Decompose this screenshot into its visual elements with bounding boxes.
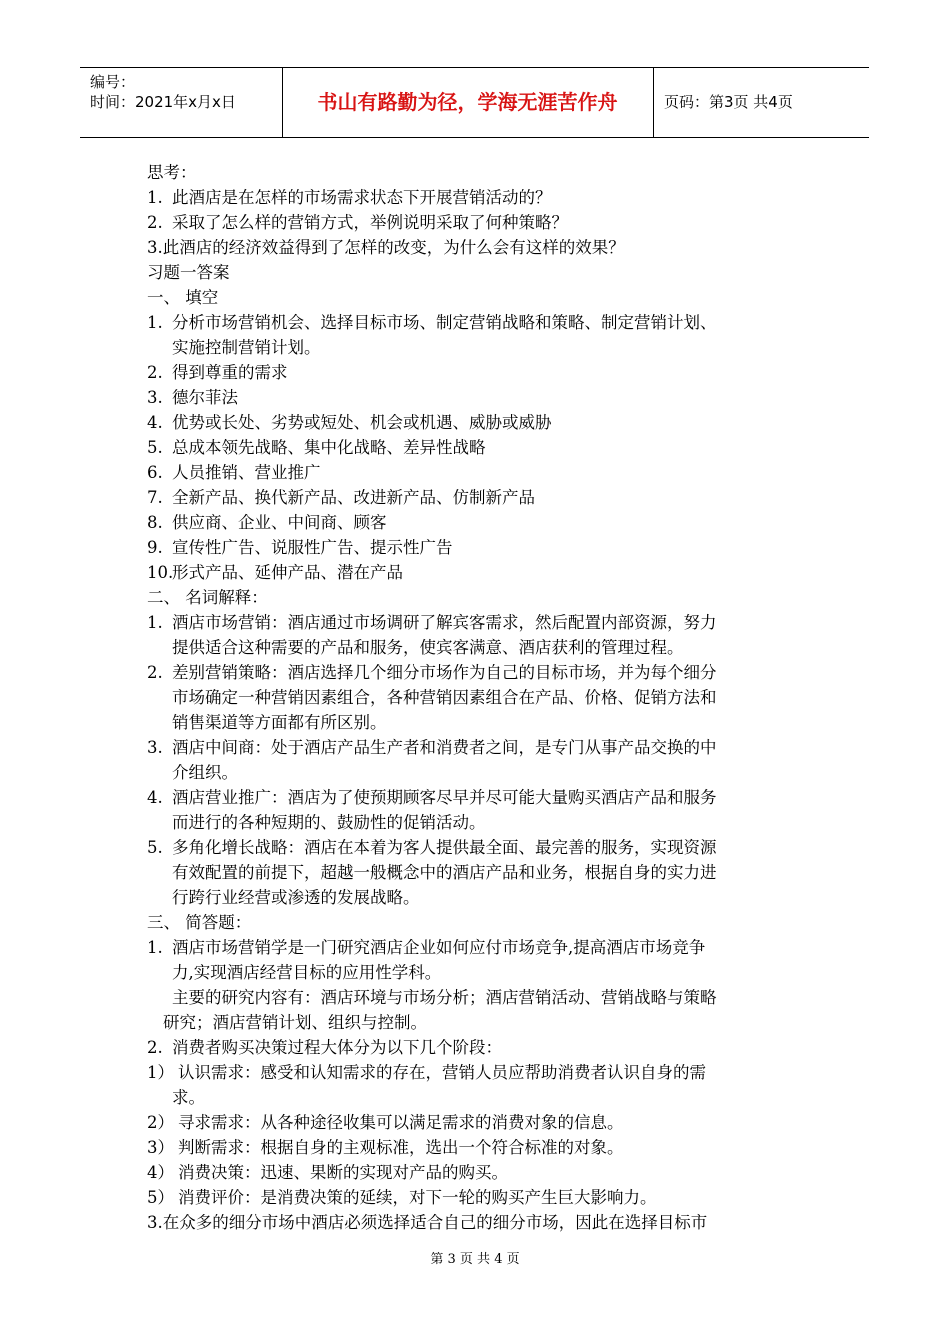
date-label: 时间：2021年x月x日: [90, 93, 236, 111]
fill-answer-10: 形式产品、延伸产品、潜在产品: [172, 563, 403, 582]
section-heading-short: 三、 简答题：: [147, 913, 252, 932]
stage-number: 1）: [147, 1063, 174, 1082]
list-number: 5.: [147, 438, 163, 457]
term-definition-5-cont: 有效配置的前提下，超越一般概念中的酒店产品和业务，根据自身的实力进: [172, 863, 717, 882]
short-answer-2: 消费者购买决策过程大体分为以下几个阶段：: [172, 1038, 502, 1057]
term-definition-2: 差别营销策略：酒店选择几个细分市场作为自己的目标市场，并为每个细分: [172, 663, 717, 682]
header-page-info: 页码：第3页 共4页: [664, 93, 793, 111]
section-heading-terms: 二、 名词解释：: [147, 588, 268, 607]
list-number: 5.: [147, 838, 163, 857]
fill-answer-6: 人员推销、营业推广: [172, 463, 321, 482]
fill-answer-8: 供应商、企业、中间商、顾客: [172, 513, 387, 532]
list-number: 9.: [147, 538, 163, 557]
list-number: 3.: [147, 738, 163, 757]
list-number: 1.: [147, 938, 163, 957]
fill-answer-9: 宣传性广告、说服性广告、提示性广告: [172, 538, 453, 557]
fill-answer-1: 分析市场营销机会、选择目标市场、制定营销战略和策略、制定营销计划、: [172, 313, 717, 332]
stage-text-1-cont: 求。: [172, 1088, 205, 1107]
think-question-2: 采取了怎么样的营销方式，举例说明采取了何种策略？: [172, 213, 568, 232]
short-answer-1-extra: 主要的研究内容有：酒店环境与市场分析；酒店营销活动、营销战略与策略: [172, 988, 717, 1007]
term-definition-2-cont: 销售渠道等方面都有所区别。: [172, 713, 387, 732]
list-number: 10.: [147, 563, 174, 582]
term-definition-4-cont: 而进行的各种短期的、鼓励性的促销活动。: [172, 813, 486, 832]
list-number: 2.: [147, 663, 163, 682]
list-number: 6.: [147, 463, 163, 482]
stage-text-3: 判断需求：根据自身的主观标准，选出一个符合标准的对象。: [178, 1138, 624, 1157]
fill-answer-5: 总成本领先战略、集中化战略、差异性战略: [172, 438, 486, 457]
list-number: 4.: [147, 788, 163, 807]
short-answer-1-cont: 力,实现酒店经营目标的应用性学科。: [172, 963, 442, 982]
list-number: 8.: [147, 513, 163, 532]
stage-text-2: 寻求需求：从各种途径收集可以满足需求的消费对象的信息。: [178, 1113, 624, 1132]
answers-title: 习题一答案: [147, 263, 230, 282]
stage-number: 4）: [147, 1163, 174, 1182]
term-definition-3: 酒店中间商：处于酒店产品生产者和消费者之间，是专门从事产品交换的中: [172, 738, 717, 757]
list-number: 2.: [147, 363, 163, 382]
list-number: 1.: [147, 188, 163, 207]
fill-answer-1-cont: 实施控制营销计划。: [172, 338, 321, 357]
list-number: 2.: [147, 213, 163, 232]
short-answer-3: 3.在众多的细分市场中酒店必须选择适合自己的细分市场，因此在选择目标市: [147, 1213, 708, 1232]
term-definition-4: 酒店营业推广：酒店为了使预期顾客尽早并尽可能大量购买酒店产品和服务: [172, 788, 717, 807]
list-number: 1.: [147, 613, 163, 632]
fill-answer-3: 德尔菲法: [172, 388, 238, 407]
fill-answer-7: 全新产品、换代新产品、改进新产品、仿制新产品: [172, 488, 535, 507]
term-definition-5-cont: 行跨行业经营或渗透的发展战略。: [172, 888, 420, 907]
term-definition-1-cont: 提供适合这种需要的产品和服务，使宾客满意、酒店获利的管理过程。: [172, 638, 684, 657]
fill-answer-4: 优势或长处、劣势或短处、机会或机遇、威胁或威胁: [172, 413, 552, 432]
think-question-1: 此酒店是在怎样的市场需求状态下开展营销活动的？: [172, 188, 552, 207]
serial-label: 编号：: [90, 73, 136, 91]
list-number: 3.: [147, 388, 163, 407]
page-footer: 第 3 页 共 4 页: [430, 1252, 520, 1267]
stage-number: 3）: [147, 1138, 174, 1157]
stage-number: 2）: [147, 1113, 174, 1132]
list-number: 4.: [147, 413, 163, 432]
think-question-3: 3.此酒店的经济效益得到了怎样的改变，为什么会有这样的效果？: [147, 238, 625, 257]
list-number: 7.: [147, 488, 163, 507]
term-definition-3-cont: 介组织。: [172, 763, 238, 782]
short-answer-1: 酒店市场营销学是一门研究酒店企业如何应付市场竞争,提高酒店市场竞争: [172, 938, 706, 957]
term-definition-5: 多角化增长战略：酒店在本着为客人提供最全面、最完善的服务，实现资源: [172, 838, 717, 857]
section-heading-fill: 一、 填空: [147, 288, 219, 307]
term-definition-2-cont: 市场确定一种营销因素组合，各种营销因素组合在产品、价格、促销方法和: [172, 688, 717, 707]
term-definition-1: 酒店市场营销：酒店通过市场调研了解宾客需求，然后配置内部资源，努力: [172, 613, 717, 632]
stage-text-5: 消费评价：是消费决策的延续，对下一轮的购买产生巨大影响力。: [178, 1188, 657, 1207]
stage-text-4: 消费决策：迅速、果断的实现对产品的购买。: [178, 1163, 508, 1182]
stage-number: 5）: [147, 1188, 174, 1207]
short-answer-1-extra-cont: 研究；酒店营销计划、组织与控制。: [163, 1013, 427, 1032]
list-number: 2.: [147, 1038, 163, 1057]
fill-answer-2: 得到尊重的需求: [172, 363, 288, 382]
list-number: 1.: [147, 313, 163, 332]
stage-text-1: 认识需求：感受和认知需求的存在，营销人员应帮助消费者认识自身的需: [178, 1063, 706, 1082]
think-title: 思考：: [147, 163, 197, 182]
header-motto: 书山有路勤为径，学海无涯苦作舟: [317, 90, 618, 114]
